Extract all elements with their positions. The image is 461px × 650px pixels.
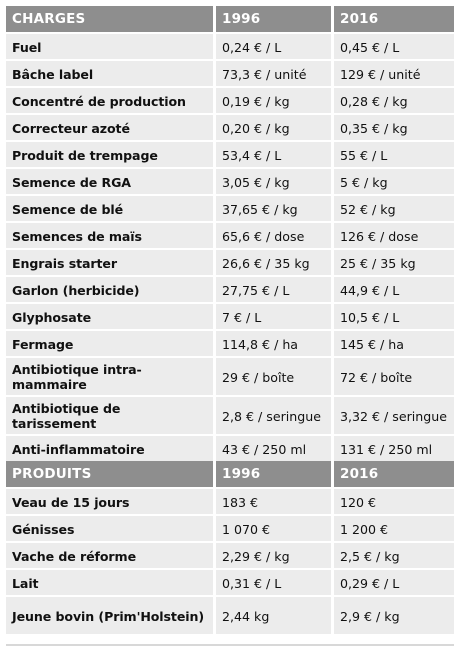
value-1996: 37,65 € / kg (213, 194, 331, 221)
value-2016: 2,5 € / kg (331, 541, 454, 568)
value-1996: 2,44 kg (213, 595, 331, 634)
value-1996: 0,19 € / kg (213, 86, 331, 113)
value-2016: 120 € (331, 487, 454, 514)
value-2016: 55 € / L (331, 140, 454, 167)
table-row (6, 86, 454, 113)
produits-header-2016: 2016 (331, 461, 454, 487)
value-2016: 72 € / boîte (331, 356, 454, 395)
value-2016: 145 € / ha (331, 329, 454, 356)
row-label: Semence de blé (6, 194, 213, 221)
row-label: Semence de RGA (6, 167, 213, 194)
row-label: Produit de trempage (6, 140, 213, 167)
row-label: Antibiotique de tarissement (6, 395, 213, 434)
row-label: Lait (6, 568, 213, 595)
value-2016: 2,9 € / kg (331, 595, 454, 634)
value-2016: 3,32 € / seringue (331, 395, 454, 434)
value-2016: 131 € / 250 ml (331, 434, 454, 461)
charges-header-2016: 2016 (331, 6, 454, 32)
table-row (6, 487, 454, 514)
value-1996: 43 € / 250 ml (213, 434, 331, 461)
table-row (6, 167, 454, 194)
value-1996: 26,6 € / 35 kg (213, 248, 331, 275)
value-1996: 0,20 € / kg (213, 113, 331, 140)
value-1996: 29 € / boîte (213, 356, 331, 395)
table-row (6, 140, 454, 167)
table-row (6, 595, 454, 634)
table-row (6, 395, 454, 434)
value-1996: 114,8 € / ha (213, 329, 331, 356)
value-1996: 53,4 € / L (213, 140, 331, 167)
row-label: Veau de 15 jours (6, 487, 213, 514)
value-2016: 5 € / kg (331, 167, 454, 194)
table-row (6, 275, 454, 302)
table-row (6, 32, 454, 59)
table-row (6, 221, 454, 248)
produits-header-1996: 1996 (213, 461, 331, 487)
table-row (6, 514, 454, 541)
row-label: Vache de réforme (6, 541, 213, 568)
row-label: Concentré de production (6, 86, 213, 113)
value-2016: 0,45 € / L (331, 32, 454, 59)
table-row (6, 194, 454, 221)
row-label: Antibiotique intra-mammaire (6, 356, 213, 395)
value-1996: 3,05 € / kg (213, 167, 331, 194)
table-row (6, 356, 454, 395)
row-label: Fermage (6, 329, 213, 356)
row-label: Jeune bovin (Prim'Holstein) (6, 595, 213, 634)
value-2016: 129 € / unité (331, 59, 454, 86)
table-row (6, 59, 454, 86)
value-1996: 0,31 € / L (213, 568, 331, 595)
table-row (6, 113, 454, 140)
table-row (6, 329, 454, 356)
value-1996: 27,75 € / L (213, 275, 331, 302)
value-1996: 2,29 € / kg (213, 541, 331, 568)
produits-header-row (6, 461, 454, 487)
row-label: Bâche label (6, 59, 213, 86)
value-1996: 0,24 € / L (213, 32, 331, 59)
row-label: Garlon (herbicide) (6, 275, 213, 302)
table-row (6, 568, 454, 595)
row-label: Fuel (6, 32, 213, 59)
value-2016: 44,9 € / L (331, 275, 454, 302)
table-row (6, 541, 454, 568)
value-1996: 65,6 € / dose (213, 221, 331, 248)
value-2016: 52 € / kg (331, 194, 454, 221)
table-row (6, 302, 454, 329)
value-1996: 183 € (213, 487, 331, 514)
row-label: Semences de maïs (6, 221, 213, 248)
row-label: Anti-inflammatoire (6, 434, 213, 461)
table-row (6, 434, 454, 461)
row-label: Correcteur azoté (6, 113, 213, 140)
value-2016: 25 € / 35 kg (331, 248, 454, 275)
charges-header-label: CHARGES (6, 6, 213, 32)
value-1996: 7 € / L (213, 302, 331, 329)
row-label: Engrais starter (6, 248, 213, 275)
bottom-divider (6, 644, 454, 646)
produits-header-label: PRODUITS (6, 461, 213, 487)
charges-header-1996: 1996 (213, 6, 331, 32)
row-label: Glyphosate (6, 302, 213, 329)
value-1996: 2,8 € / seringue (213, 395, 331, 434)
value-2016: 1 200 € (331, 514, 454, 541)
value-1996: 73,3 € / unité (213, 59, 331, 86)
value-2016: 0,28 € / kg (331, 86, 454, 113)
value-2016: 10,5 € / L (331, 302, 454, 329)
value-1996: 1 070 € (213, 514, 331, 541)
value-2016: 0,29 € / L (331, 568, 454, 595)
value-2016: 126 € / dose (331, 221, 454, 248)
row-label: Génisses (6, 514, 213, 541)
charges-header-row (6, 6, 454, 32)
table-row (6, 248, 454, 275)
value-2016: 0,35 € / kg (331, 113, 454, 140)
price-table (6, 6, 454, 634)
